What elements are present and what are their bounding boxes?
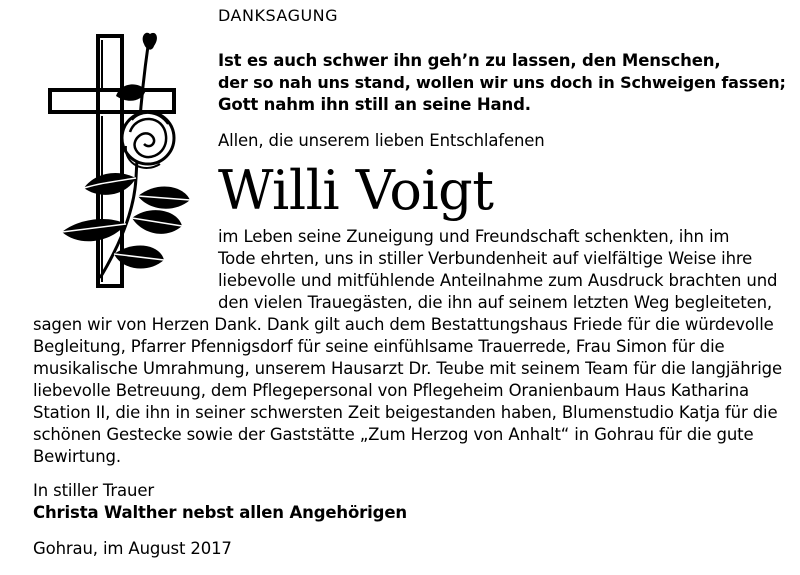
body-line: Bewirtung. bbox=[33, 447, 121, 466]
body-line: den vielen Trauegästen, die ihn auf seinem letzten Weg begleiteten, bbox=[218, 293, 772, 312]
notice-title: DANKSAGUNG bbox=[218, 6, 339, 25]
body-line: schönen Gestecke sowie der Gaststätte „Zum Herzog von Anhalt“ in Gohrau für die gute bbox=[33, 425, 754, 444]
body-line: sagen wir von Herzen Dank. Dank gilt auch dem Bestattungshaus Friede für die würdevolle bbox=[33, 315, 774, 334]
body-line: Station II, die ihn in seiner schwersten Zeit beigestanden haben, Blumenstudio Katja für die bbox=[33, 403, 778, 422]
verse-line: Ist es auch schwer ihn geh’n zu lassen, den Menschen, bbox=[218, 51, 721, 70]
deceased-name: Willi Voigt bbox=[218, 159, 494, 222]
body-line: liebevolle und mitfühlende Anteilnahme zum Ausdruck brachten und bbox=[218, 271, 778, 290]
place-date: Gohrau, im August 2017 bbox=[33, 539, 232, 558]
cross-with-rose-icon bbox=[40, 28, 200, 298]
signatories: Christa Walther nebst allen Angehörigen bbox=[33, 503, 407, 522]
body-line: Tode ehrten, uns in stiller Verbundenheit auf vielfältige Weise ihre bbox=[218, 249, 753, 268]
body-line: liebevolle Betreuung, dem Pflegepersonal von Pflegeheim Oranienbaum Haus Katharina bbox=[33, 381, 749, 400]
verse-line: Gott nahm ihn still an seine Hand. bbox=[218, 95, 531, 114]
closing-text: In stiller Trauer bbox=[33, 481, 154, 500]
intro-text: Allen, die unserem lieben Entschlafenen bbox=[218, 131, 545, 150]
body-line: im Leben seine Zuneigung und Freundschaft schenkten, ihn im bbox=[218, 227, 730, 246]
body-line: musikalische Umrahmung, unserem Hausarzt Dr. Teube mit seinem Team für die langjährige bbox=[33, 359, 782, 378]
verse-line: der so nah uns stand, wollen wir uns doch in Schweigen fassen; bbox=[218, 73, 786, 92]
body-line: Begleitung, Pfarrer Pfennigsdorf für seine einfühlsame Trauerrede, Frau Simon für die bbox=[33, 337, 725, 356]
